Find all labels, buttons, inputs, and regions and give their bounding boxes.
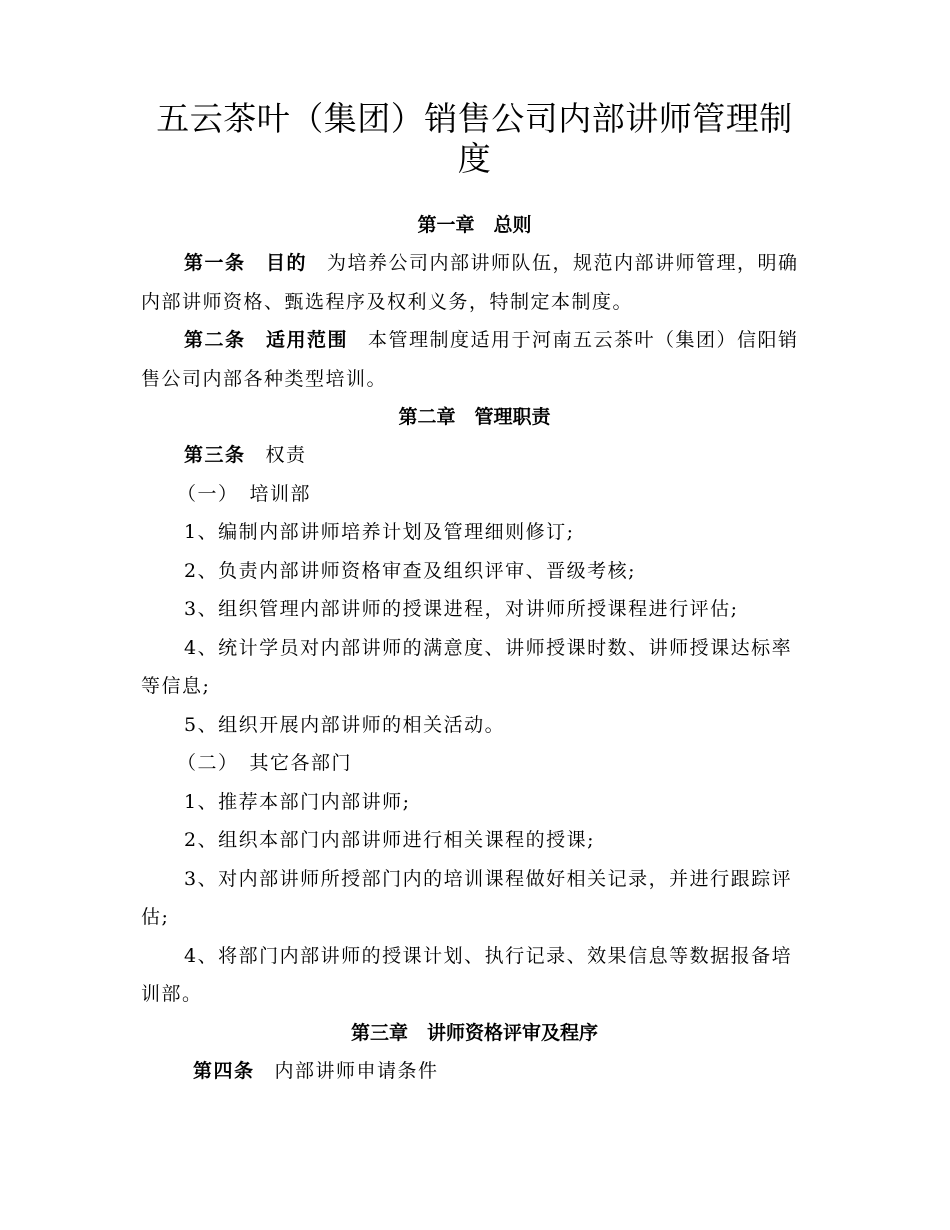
section-2-item: 2、组织本部门内部讲师进行相关课程的授课;	[184, 829, 595, 851]
section-1-item: 2、负责内部讲师资格审查及组织评审、晋级考核;	[184, 559, 636, 582]
article-2	[141, 321, 808, 398]
article-2-text: 本管理制度适用于河南五云茶叶（集团）信阳销售公司内部各种类型培训。	[141, 329, 799, 390]
chapter-3-heading: 第三章 讲师资格评审及程序	[350, 1021, 598, 1044]
document-title: 五云茶叶（集团）销售公司内部讲师管理制度	[156, 102, 793, 178]
section-2-item: 4、将部门内部讲师的授课计划、执行记录、效果信息等数据报备培训部。	[141, 944, 793, 1005]
section-2-heading: （二） 其它各部门	[177, 752, 353, 774]
article-1	[141, 244, 808, 321]
article-3	[141, 436, 808, 475]
section-1-item: 4、统计学员对内部讲师的满意度、讲师授课时数、讲师授课达标率等信息;	[141, 636, 793, 697]
article-1-label: 第一条 目的	[184, 252, 308, 274]
article-4-label: 第四条	[193, 1059, 255, 1082]
chapter-1-heading: 第一章 总则	[417, 214, 532, 236]
chapter-2-heading: 第二章 管理职责	[398, 406, 551, 428]
section-1-item: 5、组织开展内部讲师的相关活动。	[184, 713, 506, 736]
article-3-label: 第三条	[184, 444, 246, 466]
section-1-item: 3、组织管理内部讲师的授课进程，对讲师所授课程进行评估;	[184, 598, 739, 620]
section-2-item: 1、推荐本部门内部讲师;	[184, 790, 411, 813]
article-4-text: 内部讲师申请条件	[274, 1059, 439, 1082]
article-4	[141, 1052, 808, 1091]
section-2-item: 3、对内部讲师所授部门内的培训课程做好相关记录，并进行跟踪评估;	[141, 867, 793, 928]
section-1-heading: （一） 培训部	[177, 482, 312, 505]
section-1-item: 1、编制内部讲师培养计划及管理细则修订;	[184, 521, 575, 543]
article-2-label: 第二条 适用范围	[184, 329, 349, 351]
article-3-text: 权责	[265, 444, 307, 466]
article-1-text: 为培养公司内部讲师队伍，规范内部讲师管理，明确内部讲师资格、甄选程序及权利义务，特制定本制度。	[141, 252, 799, 313]
